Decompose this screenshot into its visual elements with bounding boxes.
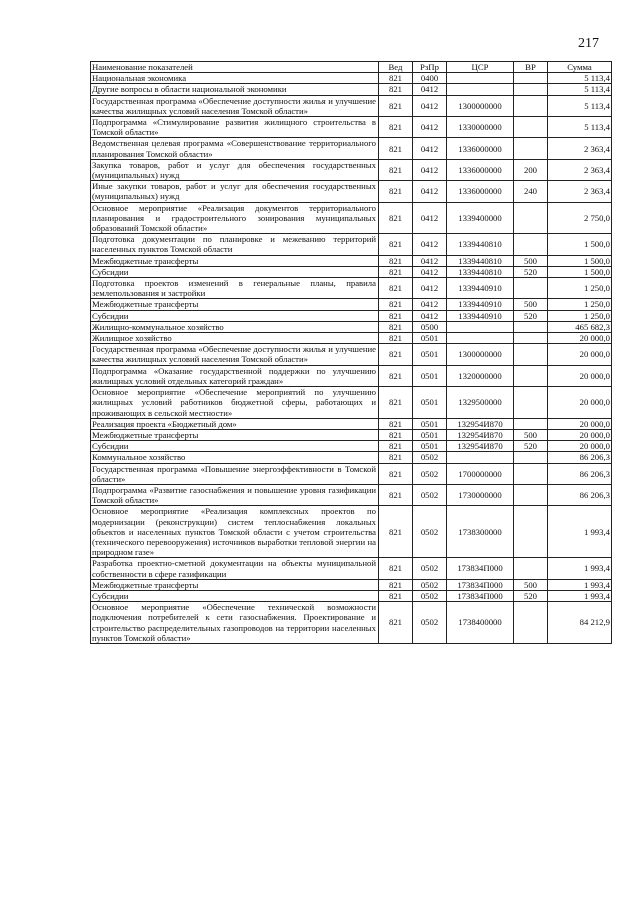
cell-name: Подпрограмма «Стимулирование развития жилищного строительства в Томской области» <box>91 117 379 138</box>
cell-vr: 500 <box>514 255 548 266</box>
table-row <box>91 138 612 159</box>
page-number: 217 <box>578 36 599 51</box>
cell-ved: 821 <box>379 278 413 299</box>
table-row <box>91 278 612 299</box>
cell-vr: 520 <box>514 441 548 452</box>
cell-ved: 821 <box>379 159 413 180</box>
cell-rzpr: 0502 <box>413 590 447 601</box>
cell-name: Субсидии <box>91 441 379 452</box>
cell-ved: 821 <box>379 310 413 321</box>
cell-vr <box>514 73 548 84</box>
cell-rzpr: 0501 <box>413 365 447 386</box>
cell-rzpr: 0412 <box>413 138 447 159</box>
cell-csr: 1738300000 <box>447 506 514 558</box>
cell-csr: 1339440810 <box>447 234 514 255</box>
table-header-row <box>91 62 612 73</box>
table-row <box>91 266 612 277</box>
cell-vr <box>514 321 548 332</box>
cell-vr <box>514 278 548 299</box>
table-body <box>91 73 612 644</box>
cell-csr: 1336000000 <box>447 159 514 180</box>
table-row <box>91 387 612 419</box>
cell-rzpr: 0412 <box>413 255 447 266</box>
cell-sum: 84 212,9 <box>548 602 612 644</box>
cell-sum: 20 000,0 <box>548 333 612 344</box>
table-row <box>91 579 612 590</box>
header-vr: ВР <box>514 62 548 73</box>
cell-sum: 5 113,4 <box>548 117 612 138</box>
cell-rzpr: 0501 <box>413 441 447 452</box>
cell-csr: 173834П000 <box>447 558 514 579</box>
budget-table <box>90 61 612 644</box>
table-row <box>91 484 612 505</box>
table-row <box>91 418 612 429</box>
cell-ved: 821 <box>379 255 413 266</box>
cell-sum: 1 500,0 <box>548 255 612 266</box>
cell-ved: 821 <box>379 365 413 386</box>
cell-csr: 1339440910 <box>447 278 514 299</box>
cell-ved: 821 <box>379 333 413 344</box>
cell-vr <box>514 234 548 255</box>
table-row <box>91 344 612 365</box>
cell-name: Межбюджетные трансферты <box>91 299 379 310</box>
cell-sum: 86 206,3 <box>548 452 612 463</box>
cell-name: Субсидии <box>91 266 379 277</box>
cell-name: Основное мероприятие «Реализация комплексных проектов по модернизации (реконструкции) систем теплоснабжения локальных объектов и населенных пунктов Томской области с учетом строительства (технического перевооружения) источников выработки тепловой энергии на природном газе» <box>91 506 379 558</box>
table-row <box>91 365 612 386</box>
cell-vr <box>514 333 548 344</box>
cell-name: Основное мероприятие «Обеспечение технической возможности подключения потребителей к сети газоснабжения. Проектирование и строительство распределительных газопроводов на территории населенных пунктов Томской области» <box>91 602 379 644</box>
cell-csr: 1339440910 <box>447 310 514 321</box>
cell-ved: 821 <box>379 138 413 159</box>
table-row <box>91 84 612 95</box>
cell-name: Подпрограмма «Оказание государственной поддержки по улучшению жилищных условий отдельных категорий граждан» <box>91 365 379 386</box>
cell-name: Государственная программа «Повышение энергоэффективности в Томской области» <box>91 463 379 484</box>
cell-csr: 1339440910 <box>447 299 514 310</box>
cell-rzpr: 0502 <box>413 579 447 590</box>
cell-vr: 240 <box>514 181 548 202</box>
header-csr: ЦСР <box>447 62 514 73</box>
cell-csr: 1336000000 <box>447 181 514 202</box>
cell-ved: 821 <box>379 558 413 579</box>
cell-rzpr: 0412 <box>413 202 447 234</box>
cell-ved: 821 <box>379 181 413 202</box>
cell-ved: 821 <box>379 234 413 255</box>
cell-csr: 132954И870 <box>447 441 514 452</box>
cell-rzpr: 0502 <box>413 558 447 579</box>
cell-rzpr: 0500 <box>413 321 447 332</box>
cell-ved: 821 <box>379 202 413 234</box>
cell-rzpr: 0501 <box>413 387 447 419</box>
table-row <box>91 234 612 255</box>
cell-csr: 1700000000 <box>447 463 514 484</box>
cell-ved: 821 <box>379 429 413 440</box>
table-row <box>91 95 612 116</box>
cell-vr: 500 <box>514 299 548 310</box>
cell-csr: 173834П000 <box>447 590 514 601</box>
cell-name: Государственная программа «Обеспечение доступности жилья и улучшение качества жилищных условий населения Томской области» <box>91 95 379 116</box>
cell-rzpr: 0412 <box>413 84 447 95</box>
cell-vr <box>514 418 548 429</box>
cell-vr: 500 <box>514 579 548 590</box>
cell-sum: 1 993,4 <box>548 558 612 579</box>
cell-csr: 1339440810 <box>447 266 514 277</box>
cell-sum: 1 250,0 <box>548 299 612 310</box>
cell-name: Коммунальное хозяйство <box>91 452 379 463</box>
cell-ved: 821 <box>379 73 413 84</box>
cell-rzpr: 0400 <box>413 73 447 84</box>
cell-rzpr: 0412 <box>413 181 447 202</box>
cell-rzpr: 0412 <box>413 95 447 116</box>
table-row <box>91 452 612 463</box>
cell-csr: 1738400000 <box>447 602 514 644</box>
cell-csr: 1336000000 <box>447 138 514 159</box>
cell-sum: 20 000,0 <box>548 418 612 429</box>
cell-vr <box>514 452 548 463</box>
cell-name: Другие вопросы в области национальной экономики <box>91 84 379 95</box>
cell-rzpr: 0501 <box>413 333 447 344</box>
cell-vr <box>514 344 548 365</box>
cell-name: Межбюджетные трансферты <box>91 255 379 266</box>
cell-csr: 132954И870 <box>447 418 514 429</box>
cell-ved: 821 <box>379 452 413 463</box>
cell-ved: 821 <box>379 95 413 116</box>
cell-ved: 821 <box>379 579 413 590</box>
cell-name: Подготовка проектов изменений в генеральные планы, правила землепользования и застройки <box>91 278 379 299</box>
cell-vr: 200 <box>514 159 548 180</box>
cell-ved: 821 <box>379 344 413 365</box>
cell-csr <box>447 73 514 84</box>
cell-sum: 1 250,0 <box>548 310 612 321</box>
table-row <box>91 117 612 138</box>
table-row <box>91 429 612 440</box>
cell-sum: 20 000,0 <box>548 387 612 419</box>
cell-name: Субсидии <box>91 310 379 321</box>
cell-ved: 821 <box>379 321 413 332</box>
cell-vr <box>514 387 548 419</box>
cell-csr <box>447 452 514 463</box>
cell-ved: 821 <box>379 266 413 277</box>
cell-ved: 821 <box>379 84 413 95</box>
cell-rzpr: 0502 <box>413 602 447 644</box>
cell-sum: 1 500,0 <box>548 234 612 255</box>
cell-sum: 1 500,0 <box>548 266 612 277</box>
cell-vr: 500 <box>514 429 548 440</box>
table-row <box>91 255 612 266</box>
cell-name: Национальная экономика <box>91 73 379 84</box>
cell-sum: 20 000,0 <box>548 429 612 440</box>
cell-vr: 520 <box>514 590 548 601</box>
table-row <box>91 202 612 234</box>
cell-sum: 2 363,4 <box>548 159 612 180</box>
header-name: Наименование показателей <box>91 62 379 73</box>
cell-ved: 821 <box>379 117 413 138</box>
cell-name: Жилищное хозяйство <box>91 333 379 344</box>
cell-rzpr: 0412 <box>413 117 447 138</box>
cell-vr <box>514 117 548 138</box>
cell-csr: 1330000000 <box>447 117 514 138</box>
cell-rzpr: 0501 <box>413 418 447 429</box>
cell-name: Подготовка документации по планировке и межеванию территорий населенных пунктов Томской области <box>91 234 379 255</box>
cell-name: Субсидии <box>91 590 379 601</box>
cell-vr <box>514 138 548 159</box>
cell-name: Жилищно-коммунальное хозяйство <box>91 321 379 332</box>
table-row <box>91 321 612 332</box>
cell-vr: 520 <box>514 310 548 321</box>
cell-csr: 132954И870 <box>447 429 514 440</box>
table-row <box>91 441 612 452</box>
table-row <box>91 159 612 180</box>
table-row <box>91 506 612 558</box>
cell-rzpr: 0501 <box>413 429 447 440</box>
cell-rzpr: 0412 <box>413 159 447 180</box>
cell-name: Межбюджетные трансферты <box>91 429 379 440</box>
cell-name: Закупка товаров, работ и услуг для обеспечения государственных (муниципальных) нужд <box>91 159 379 180</box>
cell-sum: 2 363,4 <box>548 138 612 159</box>
cell-sum: 465 682,3 <box>548 321 612 332</box>
table-row <box>91 333 612 344</box>
cell-sum: 2 750,0 <box>548 202 612 234</box>
cell-csr: 1730000000 <box>447 484 514 505</box>
cell-sum: 20 000,0 <box>548 365 612 386</box>
cell-vr: 520 <box>514 266 548 277</box>
cell-sum: 1 993,4 <box>548 579 612 590</box>
cell-sum: 86 206,3 <box>548 484 612 505</box>
cell-rzpr: 0502 <box>413 452 447 463</box>
cell-rzpr: 0412 <box>413 278 447 299</box>
cell-rzpr: 0412 <box>413 234 447 255</box>
cell-sum: 1 250,0 <box>548 278 612 299</box>
cell-vr <box>514 95 548 116</box>
cell-ved: 821 <box>379 602 413 644</box>
table-row <box>91 558 612 579</box>
cell-name: Основное мероприятие «Обеспечение мероприятий по улучшению жилищных условий работников бюджетной сферы, работающих и проживающих в сельской местности» <box>91 387 379 419</box>
cell-vr <box>514 506 548 558</box>
cell-sum: 5 113,4 <box>548 95 612 116</box>
cell-name: Ведомственная целевая программа «Совершенствование территориального планирования Томской области» <box>91 138 379 159</box>
cell-ved: 821 <box>379 387 413 419</box>
cell-rzpr: 0502 <box>413 506 447 558</box>
cell-sum: 20 000,0 <box>548 344 612 365</box>
cell-ved: 821 <box>379 484 413 505</box>
cell-sum: 1 993,4 <box>548 590 612 601</box>
cell-name: Основное мероприятие «Реализация документов территориального планирования и градостроительного зонирования муниципальных образований Томской области» <box>91 202 379 234</box>
table-row <box>91 602 612 644</box>
cell-csr <box>447 321 514 332</box>
table-row <box>91 181 612 202</box>
cell-csr <box>447 333 514 344</box>
cell-name: Реализация проекта «Бюджетный дом» <box>91 418 379 429</box>
cell-csr: 1329500000 <box>447 387 514 419</box>
cell-ved: 821 <box>379 463 413 484</box>
cell-rzpr: 0501 <box>413 344 447 365</box>
cell-sum: 5 113,4 <box>548 84 612 95</box>
cell-name: Государственная программа «Обеспечение доступности жилья и улучшение качества жилищных условий населения Томской области» <box>91 344 379 365</box>
header-rzpr: РзПр <box>413 62 447 73</box>
header-sum: Сумма <box>548 62 612 73</box>
cell-csr: 1300000000 <box>447 95 514 116</box>
cell-sum: 1 993,4 <box>548 506 612 558</box>
cell-ved: 821 <box>379 441 413 452</box>
cell-csr <box>447 84 514 95</box>
table-row <box>91 299 612 310</box>
cell-ved: 821 <box>379 590 413 601</box>
cell-sum: 5 113,4 <box>548 73 612 84</box>
cell-rzpr: 0412 <box>413 266 447 277</box>
cell-csr: 1300000000 <box>447 344 514 365</box>
cell-sum: 20 000,0 <box>548 441 612 452</box>
cell-vr <box>514 484 548 505</box>
cell-csr: 173834П000 <box>447 579 514 590</box>
cell-name: Разработка проектно-сметной документации на объекты муниципальной собственности в сфере газификации <box>91 558 379 579</box>
cell-rzpr: 0412 <box>413 310 447 321</box>
cell-rzpr: 0502 <box>413 463 447 484</box>
cell-ved: 821 <box>379 299 413 310</box>
table-row <box>91 73 612 84</box>
cell-vr <box>514 84 548 95</box>
cell-name: Межбюджетные трансферты <box>91 579 379 590</box>
cell-csr: 1339400000 <box>447 202 514 234</box>
cell-csr: 1339440810 <box>447 255 514 266</box>
cell-vr <box>514 463 548 484</box>
table-row <box>91 463 612 484</box>
cell-vr <box>514 602 548 644</box>
cell-rzpr: 0502 <box>413 484 447 505</box>
cell-ved: 821 <box>379 506 413 558</box>
cell-ved: 821 <box>379 418 413 429</box>
cell-sum: 86 206,3 <box>548 463 612 484</box>
table-row <box>91 310 612 321</box>
cell-rzpr: 0412 <box>413 299 447 310</box>
table-row <box>91 590 612 601</box>
cell-vr <box>514 558 548 579</box>
cell-vr <box>514 202 548 234</box>
cell-csr: 1320000000 <box>447 365 514 386</box>
cell-vr <box>514 365 548 386</box>
cell-sum: 2 363,4 <box>548 181 612 202</box>
cell-name: Иные закупки товаров, работ и услуг для обеспечения государственных (муниципальных) нужд <box>91 181 379 202</box>
header-ved: Вед <box>379 62 413 73</box>
cell-name: Подпрограмма «Развитие газоснабжения и повышение уровня газификации Томской области» <box>91 484 379 505</box>
